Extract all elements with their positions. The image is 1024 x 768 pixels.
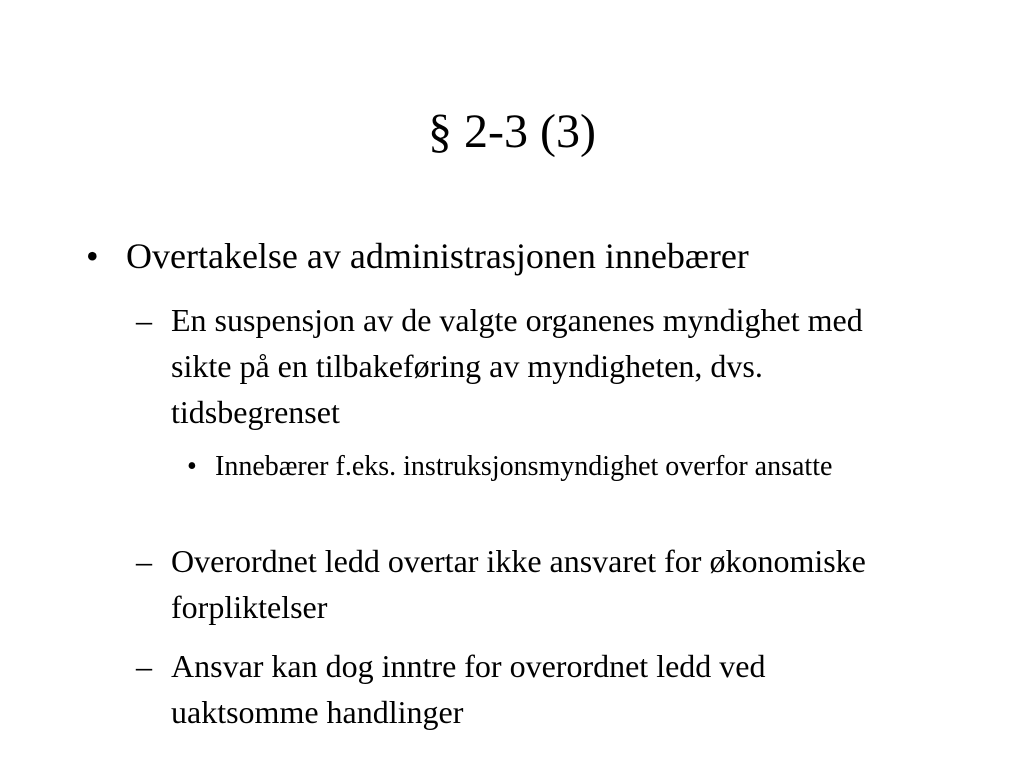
dash-marker: – (136, 543, 152, 579)
bullet-level-2 (136, 297, 916, 435)
bullet-marker: • (86, 236, 99, 276)
dash-marker: – (136, 648, 152, 684)
slide-title: § 2-3 (3) (428, 105, 596, 158)
bullet-text: Innebærer f.eks. instruksjonsmyndighet overfor ansatte (215, 451, 833, 482)
bullet-level-1 (86, 232, 986, 280)
bullet-text: Overordnet ledd overtar ikke ansvaret for økonomiske forpliktelser (171, 543, 866, 625)
dash-marker: – (136, 302, 152, 338)
bullet-level-3 (187, 447, 887, 487)
bullet-text: Ansvar kan dog inntre for overordnet ledd ved uaktsomme handlinger (171, 648, 766, 730)
bullet-text: Overtakelse av administrasjonen innebærer (126, 236, 749, 276)
bullet-marker: • (187, 451, 197, 482)
bullet-text: En suspensjon av de valgte organenes myndighet med sikte på en tilbakeføring av myndigheten, dvs. tidsbegrenset (171, 302, 863, 430)
bullet-level-2 (136, 643, 916, 735)
bullet-level-2 (136, 538, 916, 630)
